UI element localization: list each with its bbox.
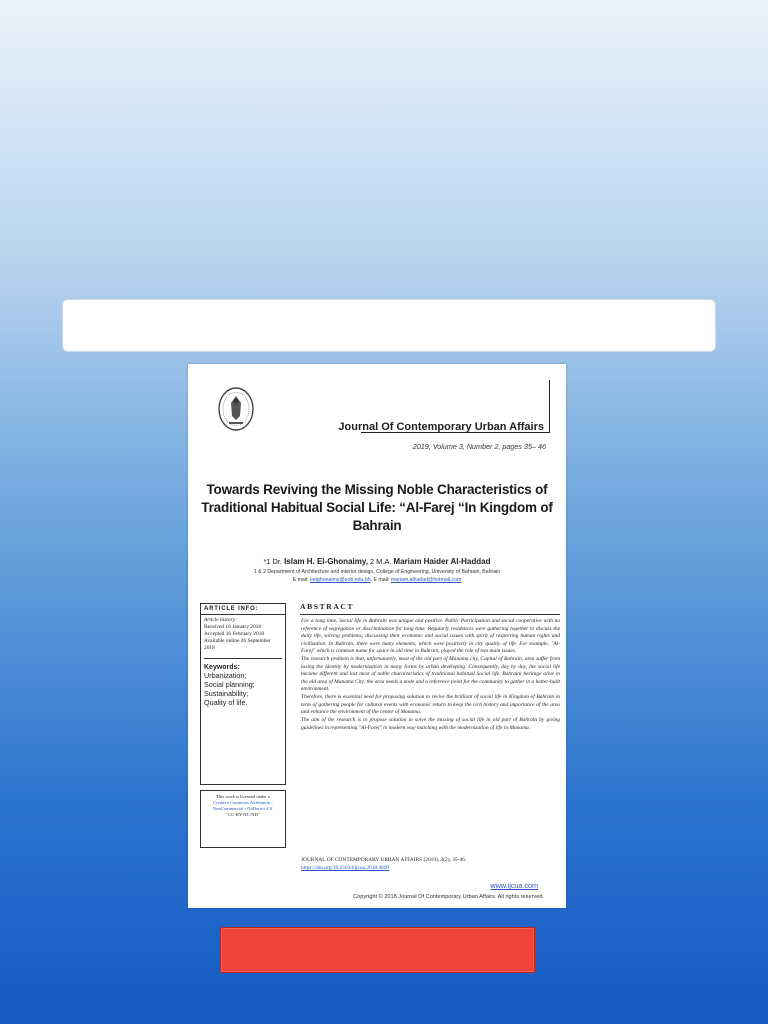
author-line: [188, 557, 566, 566]
license-text: This work is licensed under a: [216, 794, 270, 799]
copyright-notice: Copyright © 2018 Journal Of Contemporary Urban Affairs. All rights reserved.: [353, 894, 544, 900]
paper-title: Towards Reviving the Missing Noble Characteristics of Traditional Habitual Social Life: “Al-Farej “In Kingdom of Bahrain: [201, 482, 553, 533]
keyword-item: Social planning;: [204, 680, 255, 689]
abstract-paragraph: The aim of the research is to propose solution to solve the missing of social life in old part of Bahrain by giving guidelines in representing "Al-Farej" in modern way matching with the modernization of life in Manama.: [301, 717, 560, 731]
keywords-list: [204, 671, 285, 707]
author2-prefix: 2 M.A.: [370, 557, 392, 566]
email1-link[interactable]: eelghonaimy@uob.edu.bh: [310, 577, 371, 583]
author-emails: E mail: eelghonaimy@uob.edu.bh, E mail: mariam.alhadad@hotmail.com: [292, 577, 462, 583]
abstract-paragraph: The research problem is that, unfortunately, most of the old part of Manama city, Capital of Bahrain, area suffer from losing the identity by modernization in many forms by urban developing. Consequently, day by day, the social life became different and lost most of noble characteristics of traditional habitual Social life. Bahraini heritage alive in the old area of Manama City, the area needs a node and a reference point for the community to gather in a better-built environment.: [301, 656, 560, 692]
info-divider: [204, 658, 282, 659]
article-info-heading: ARTICLE INFO:: [201, 604, 285, 615]
email1-label: E mail:: [292, 577, 309, 583]
abstract-body: [301, 618, 560, 733]
email2-link[interactable]: mariam.alhadad@hotmail.com: [390, 577, 462, 583]
citation-block: [301, 856, 560, 872]
paper-preview[interactable]: [188, 364, 566, 908]
license-box: [200, 790, 286, 848]
keyword-item: Urbanization;: [204, 671, 247, 680]
accepted-date: Accepted 16 February 2018: [204, 631, 265, 637]
article-history: [201, 615, 285, 654]
received-date: Received 16 January 2018: [204, 624, 262, 630]
header-rule-vertical: [549, 380, 550, 432]
article-info-box: [200, 603, 286, 785]
abstract-rule: [300, 614, 560, 615]
affiliation: 1 & 2 Department of Architecture and interior design, College of Engineering, University of Bahrain, Bahrain: [253, 569, 501, 575]
journal-name: Journal Of Contemporary Urban Affairs: [338, 421, 544, 433]
doi-link[interactable]: https://doi.org/10.25034/ijcua.2018.4699: [301, 865, 390, 871]
license-code: "CC-BY-NC-ND": [226, 812, 260, 817]
author1-name: Islam H. El-Ghonaimy,: [284, 557, 368, 566]
keyword-item: Sustainability;: [204, 689, 249, 698]
abstract-paragraph: Therefore, there is essential need for proposing solution to revive the brilliant of social life in Kingdom of Bahrain in term of gathering people for cultural events with economic return to keep the rich history and importance of the area and enhance the environment of the center of Manama.: [301, 694, 560, 715]
abstract-heading: ABSTRACT: [300, 602, 355, 611]
author1-prefix: *1 Dr.: [263, 557, 282, 566]
issue-line: 2019, Volume 3, Number 2, pages 35– 46: [412, 442, 546, 451]
available-date: Available online 26 September 2018: [204, 638, 271, 651]
citation-text: JOURNAL OF CONTEMPORARY URBAN AFFAIRS (2019), 3(2), 35-46.: [301, 857, 467, 863]
keywords-label: Keywords:: [204, 664, 240, 671]
keyword-item: Quality of life.: [204, 698, 248, 707]
article-history-label: Article history:: [204, 617, 237, 623]
abstract-paragraph: For a long time, Social life in Bahrain was unique and positive. Public Participation and social cooperative with no reference of segregation or discrimination for long time. Regularly residences were gathering together to discuss the daily life, solving problems, discussing their economic and social issues with spirit of respecting human rights and civilization. In Bahrain, there were many elements, which were positively in city quality of life. For example, "Al-Farej" which is common name for space in old time in Bahrain, played the role of two main issues.: [301, 618, 560, 654]
journal-website-link[interactable]: www.ijcua.com: [490, 881, 538, 890]
download-button[interactable]: [220, 927, 535, 973]
license-link[interactable]: Creative Commons Attribution - NonCommercial - NoDerivs 4.0.: [212, 800, 274, 811]
author2-name: Mariam Haider Al-Haddad: [393, 557, 491, 566]
search-input[interactable]: [62, 299, 716, 352]
email2-label: E mail:: [373, 577, 390, 583]
journal-seal-logo: [217, 386, 255, 432]
